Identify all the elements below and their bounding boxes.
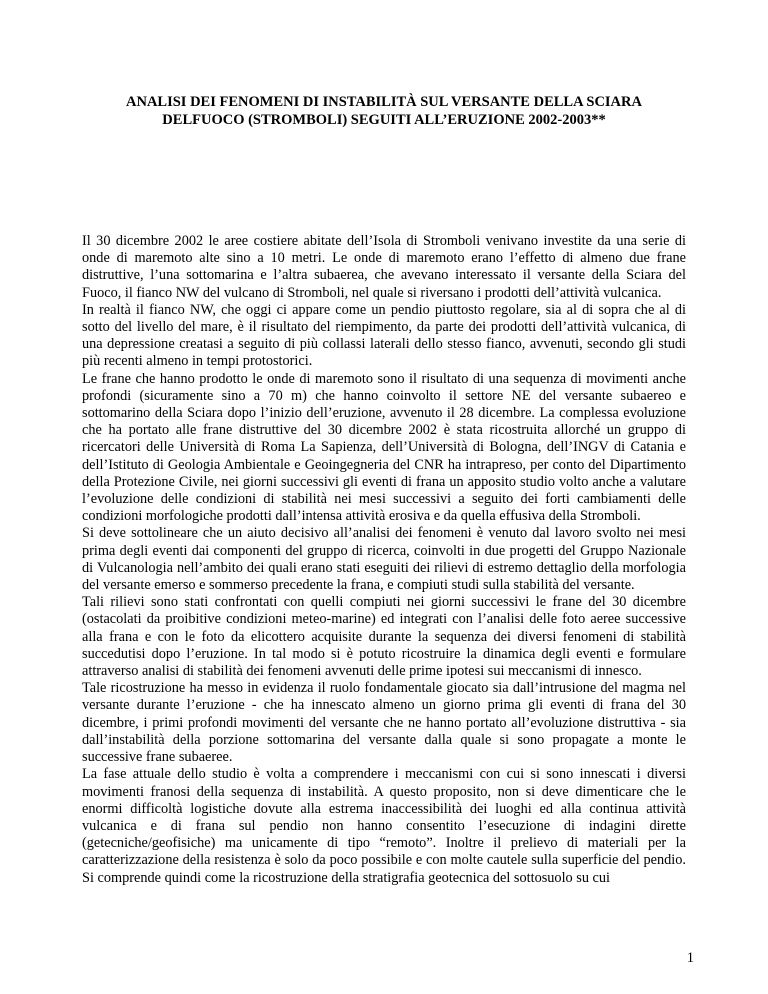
title-line: ANALISI DEI FENOMENI DI INSTABILITÀ SUL VERSANTE DELLA SCIARA	[126, 94, 642, 110]
page-number: 1	[686, 950, 694, 966]
paragraph: Le frane che hanno prodotto le onde di maremoto sono il risultato di una sequenza di movimenti anche profondi (sicuramente sino a 70 m) che hanno coinvolto il settore NE del versante subaereo e sottomarino della Sciara dopo l’inizio dell’eruzione, avvenuto il 28 dicembre. La complessa evoluzione che ha portato alle frane distruttive del 30 dicembre 2002 è stata ricostruita allorché un gruppo di ricercatori delle Università di Roma La Sapienza, dell’Università di Bologna, dell’INGV di Catania e dell’Istituto di Geologia Ambientale e Geoingegneria del CNR ha intrapreso, per conto del Dipartimento della Protezione Civile, nei giorni successivi gli eventi di frana un apposito studio volto anche a valutare l’evoluzione delle condizioni di stabilità nei mesi successivi a seguito dei forti cambiamenti delle condizioni morfologiche prodotti dall’intensa attività erosiva e da quella effusiva della Stromboli.	[82, 370, 686, 525]
document-body	[82, 233, 686, 887]
paragraph: Tale ricostruzione ha messo in evidenza il ruolo fondamentale giocato sia dall’intrusione del magma nel versante durante l’eruzione - che ha innescato almeno un giorno prima gli eventi di frana del 30 dicembre, i primi profondi movimenti del versante che ne hanno portato all’evoluzione distruttiva - sia dall’instabilità della porzione sottomarina del versante dalla quale si sono propagate a monte le successive frane subaeree.	[82, 680, 686, 766]
paragraph: Tali rilievi sono stati confrontati con quelli compiuti nei giorni successivi le frane del 30 dicembre (ostacolati da proibitive condizioni meteo-marine) ed integrati con l’analisi delle foto aeree successive alla frana e con le foto da elicottero acquisite durante la sequenza dei diversi fenomeni di stabilità succedutisi dopo l’eruzione. In tal modo si è potuto ricostruire la dinamica degli eventi e formulare attraverso analisi di stabilità dei fenomeni avvenuti delle prime ipotesi sui meccanismi di innesco.	[82, 594, 686, 680]
paragraph: Si deve sottolineare che un aiuto decisivo all’analisi dei fenomeni è venuto dal lavoro svolto nei mesi prima degli eventi dai componenti del gruppo di ricerca, coinvolti in due progetti del Gruppo Nazionale di Vulcanologia nell’ambito dei quali erano stati eseguiti dei rilievi di estremo dettaglio della morfologia del versante emerso e sommerso precedente la frana, e compiuti studi sulla stabilità del versante.	[82, 525, 686, 594]
document-title	[60, 93, 708, 129]
paragraph: La fase attuale dello studio è volta a comprendere i meccanismi con cui si sono innescati i diversi movimenti franosi della sequenza di instabilità. A questo proposito, non si deve dimenticare che le enormi difficoltà logistiche dovute alla estrema inaccessibilità dei luoghi ed alla continua attività vulcanica e di frana sul pendio non hanno consentito l’esecuzione di indagini dirette (getecniche/geofisiche) ma unicamente di tipo “remoto”. Inoltre il prelievo di materiali per la caratterizzazione della resistenza è solo da poco possibile e con molte cautele sulla superficie del pendio. Si comprende quindi come la ricostruzione della stratigrafia geotecnica del sottosuolo su cui	[82, 766, 686, 886]
title-line: DELFUOCO (STROMBOLI) SEGUITI ALL’ERUZIONE 2002-2003**	[162, 112, 606, 128]
paragraph: In realtà il fianco NW, che oggi ci appare come un pendio piuttosto regolare, sia al di sopra che al di sotto del livello del mare, è il risultato del riempimento, da parte dei prodotti dell’attività vulcanica, di una depressione creatasi a seguito di più collassi laterali dello stesso fianco, avvenuti, secondo gli studi più recenti almeno in tempi protostorici.	[82, 301, 686, 370]
paragraph: Il 30 dicembre 2002 le aree costiere abitate dell’Isola di Stromboli venivano investite da una serie di onde di maremoto alte sino a 10 metri. Le onde di maremoto erano l’effetto di almeno due frane distruttive, l’una sottomarina e l’altra subaerea, che avevano interessato il versante della Sciara del Fuoco, il fianco NW del vulcano di Stromboli, nel quale si riversano i prodotti dell’attività vulcanica.	[82, 233, 686, 301]
